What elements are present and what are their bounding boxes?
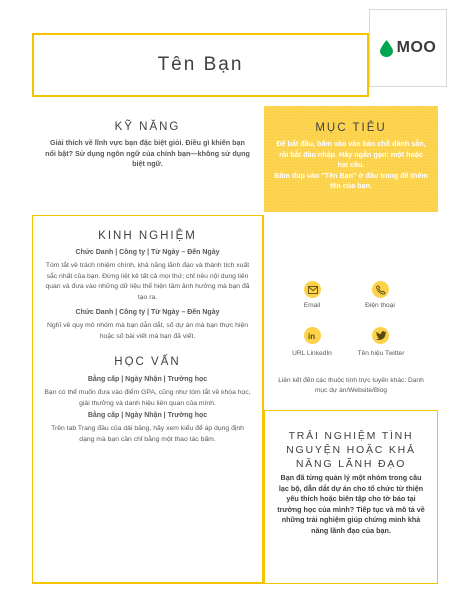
job-2-desc[interactable]: Nghĩ về quy mô nhóm mà bạn dẫn dắt, số dự án mà bạn thực hiện hoặc số bài viết mà bạn đã viết. xyxy=(46,322,249,340)
skills-body[interactable]: Giải thích về lĩnh vực bạn đặc biệt giỏi. Điều gì khiến bạn nổi bật? Sử dụng ngôn ngữ của chính bạn—không sử dụng biệt ngữ. xyxy=(45,138,250,168)
email-icon xyxy=(304,281,321,298)
linkedin-icon xyxy=(304,327,321,344)
experience-title: KINH NGHIỆM xyxy=(98,230,197,242)
job-1-desc[interactable]: Tóm tắt về trách nhiệm chính, khả năng lãnh đạo và thành tích xuất sắc nhất của bạn. Đừng liệt kê tất cả mọi thứ; chỉ nêu nội dung liên quan và đưa vào những dữ liệu thể hiện tầm ảnh hưởng mà bạn đã tạo ra. xyxy=(45,262,250,301)
edu-2-role[interactable]: Bằng cấp | Ngày Nhận | Trường học xyxy=(87,412,208,419)
linkedin-label[interactable]: URL LinkedIn xyxy=(292,350,332,357)
objective-title: MỤC TIÊU xyxy=(315,122,387,134)
leadership-title: TRẢI NGHIỆM TÌNH NGUYỆN HOẶC KHẢ NĂNG LÃNH ĐẠO xyxy=(286,430,416,470)
job-1-role[interactable]: Chức Danh | Công ty | Từ Ngày – Đến Ngày xyxy=(75,249,220,256)
resume-name[interactable] xyxy=(32,33,369,97)
phone-label[interactable]: Điện thoại xyxy=(365,302,395,309)
education-title: HỌC VẤN xyxy=(114,356,181,368)
svg-text:in: in xyxy=(307,332,315,340)
skills-title: KỸ NĂNG xyxy=(114,121,181,133)
logo-text: MOO xyxy=(396,39,437,56)
job-2-role[interactable]: Chức Danh | Công ty | Từ Ngày – Đến Ngày xyxy=(75,309,220,316)
twitter-label[interactable]: Tên hiệu Twitter xyxy=(357,350,405,357)
moo-logo xyxy=(369,9,447,87)
edu-1-role[interactable]: Bằng cấp | Ngày Nhận | Trường học xyxy=(87,376,208,383)
phone-icon xyxy=(372,281,389,298)
objective-body[interactable] xyxy=(274,139,428,192)
objective-line-1: Để bắt đầu, bấm vào văn bản chỗ dành sẵn, rồi bắt đầu nhập. Hãy ngắn gọn: một hoặc hai câu. xyxy=(276,139,426,169)
edu-2-desc[interactable]: Trên tab Trang đầu của dải băng, hãy xem kiểu để áp dụng định dạng mà bạn cần chỉ bằng một thao tác bấm. xyxy=(51,425,244,443)
email-label[interactable]: Email xyxy=(303,302,321,309)
leadership-body[interactable]: Bạn đã từng quản lý một nhóm trong câu lạc bộ, dẫn dắt dự án cho tổ chức từ thiện yêu thích hoặc biên tập cho tờ báo tại trường học của mình? Tiếp tục và mô tả về những trải nghiệm giúp chứng minh khả năng lãnh đạo của bạn. xyxy=(277,473,425,535)
leadership-section xyxy=(264,410,438,584)
other-links[interactable]: Liên kết đến các thuộc tính trực tuyến khác: Danh mục dự án/Website/Blog xyxy=(278,377,424,394)
objective-section xyxy=(264,106,438,212)
resume-name-text: Tên Bạn xyxy=(157,54,244,75)
edu-1-desc[interactable]: Bạn có thể muốn đưa vào điểm GPA, cũng như tóm tắt về khóa học, giải thưởng và danh hiệu liên quan của mình. xyxy=(44,389,251,407)
objective-line-2: Bấm đúp vào "Tên Bạn" ở đầu trang để thêm tên của bạn. xyxy=(274,170,428,190)
drop-icon xyxy=(380,40,393,57)
experience-frame-bottom-edge xyxy=(32,582,264,584)
twitter-icon xyxy=(372,327,389,344)
